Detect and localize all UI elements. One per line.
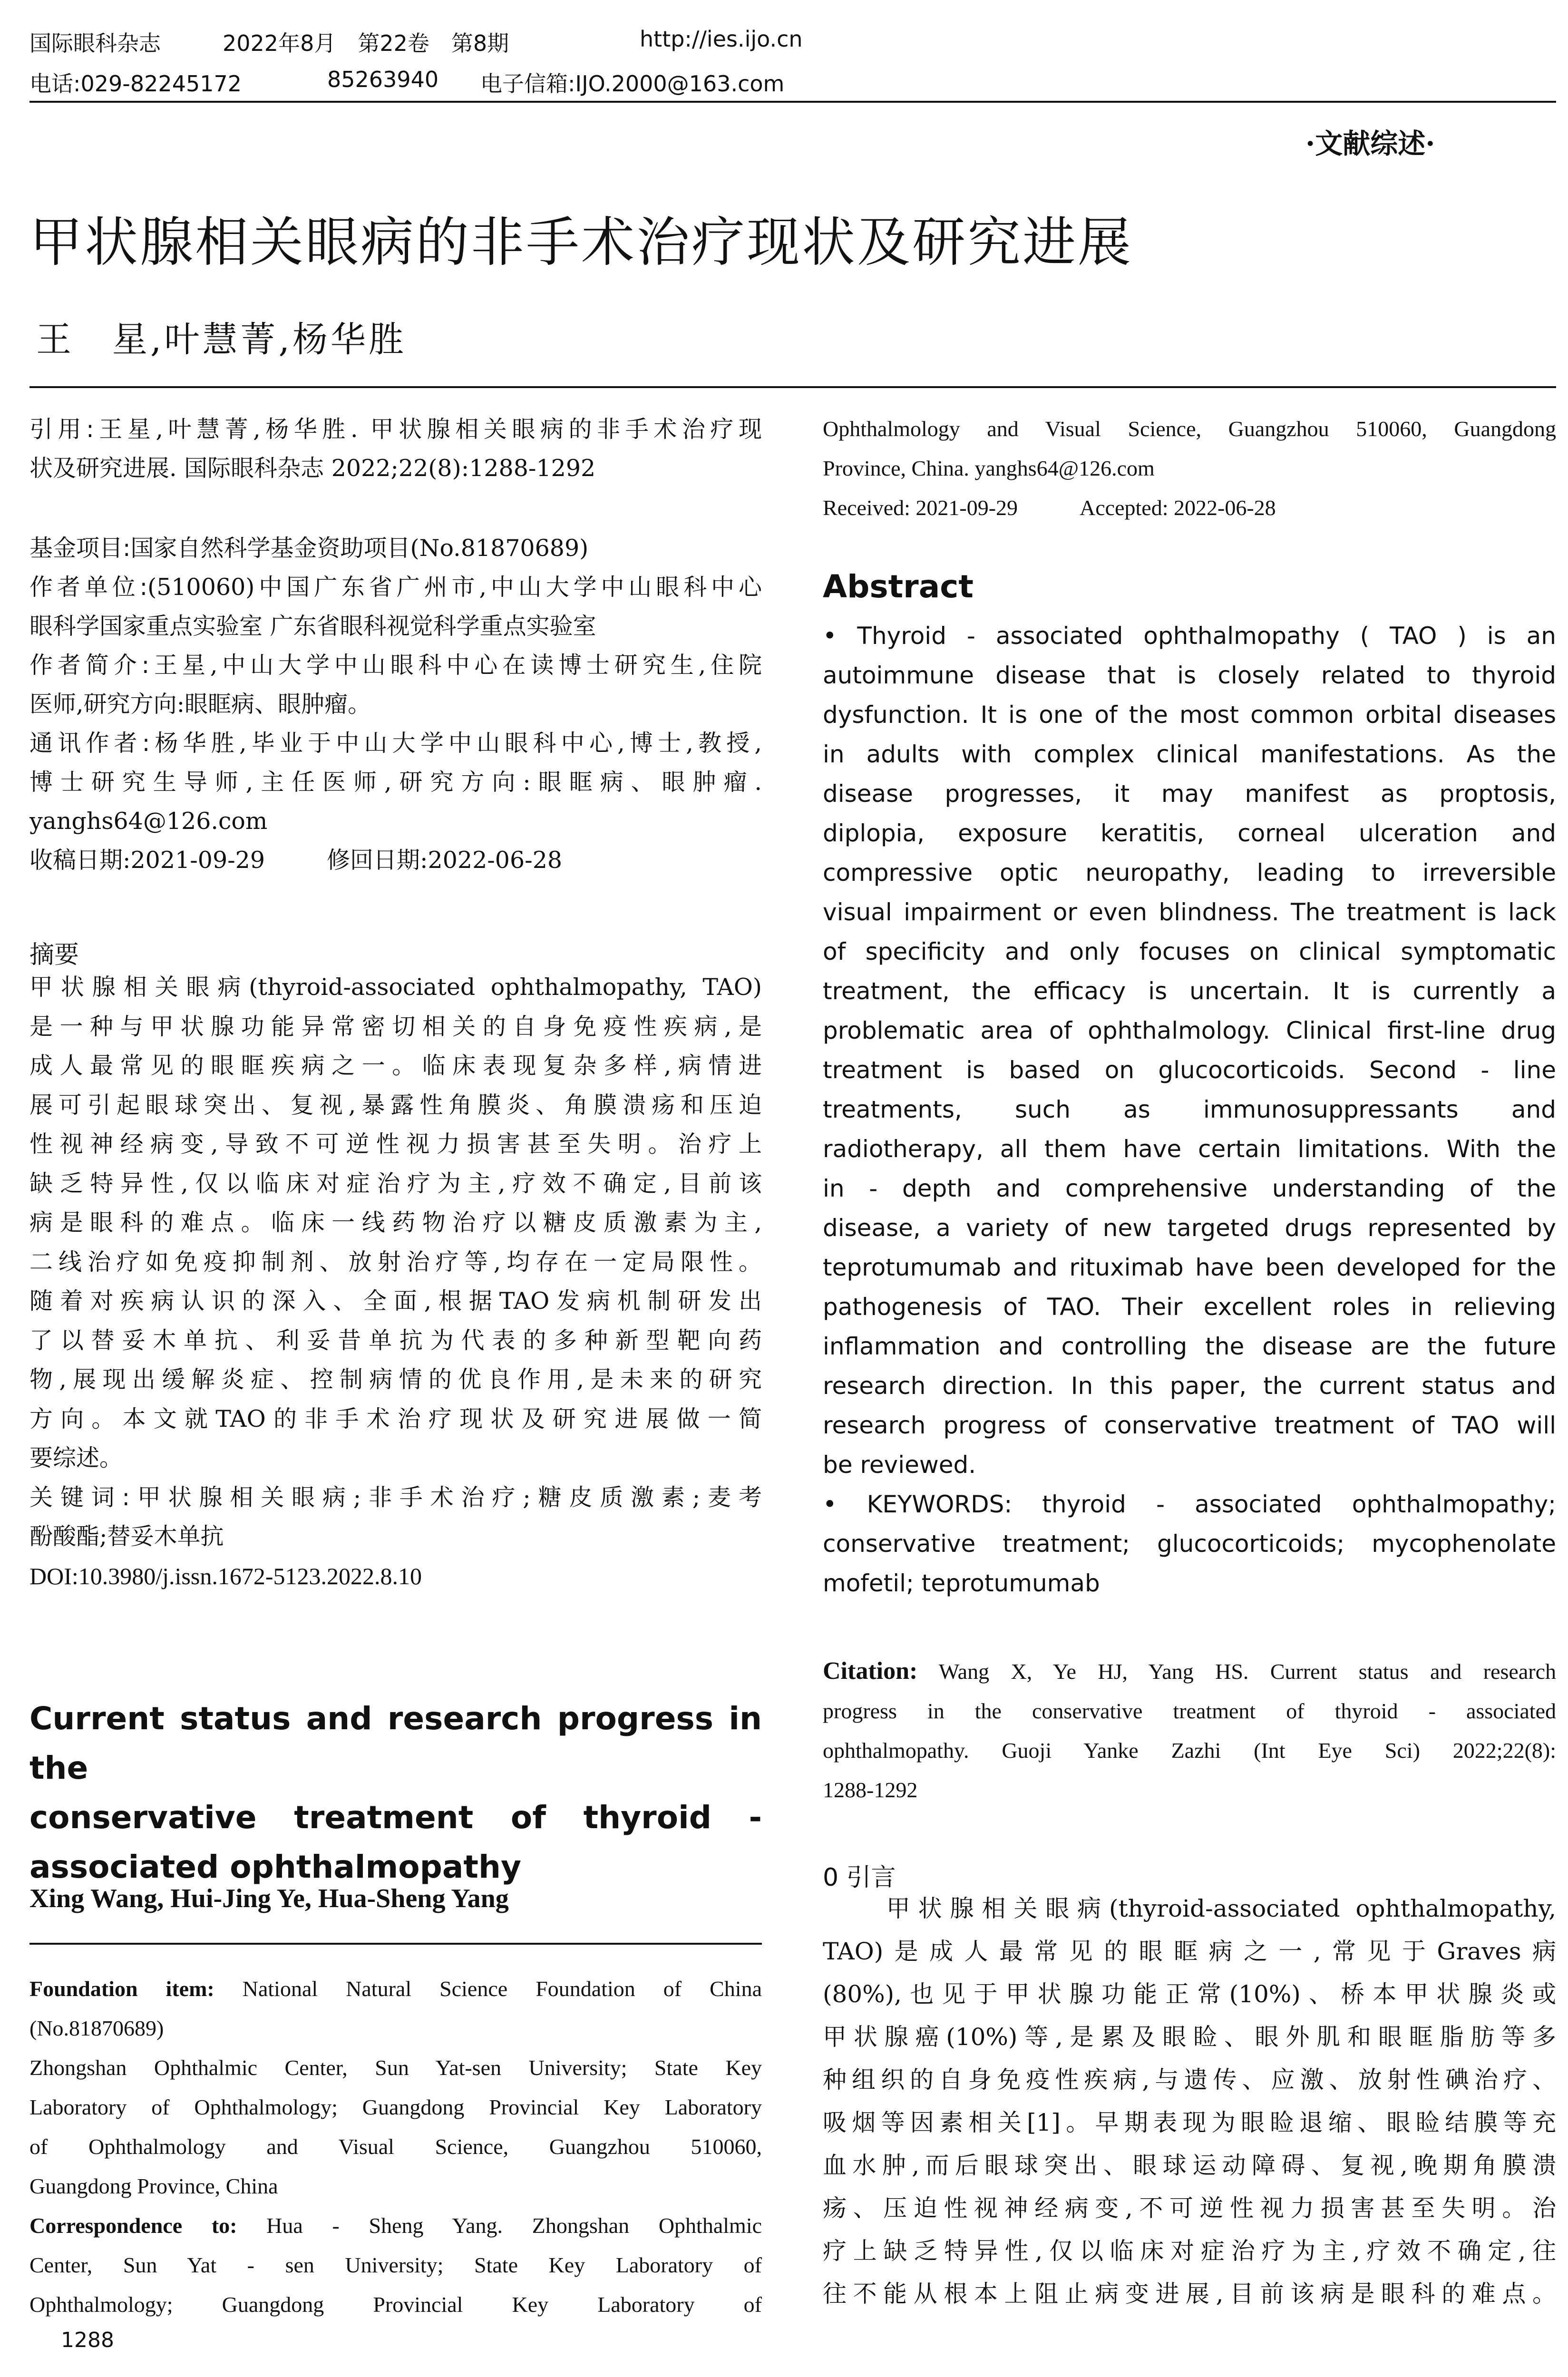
section-label: ·文献综述·: [1305, 127, 1435, 160]
intro-line: 疡、压迫性视神经病变,不可逆性视力损害甚至失明。治: [823, 2194, 1556, 2222]
abstract-cn-line: 随着对疾病认识的深入、全面,根据TAO发病机制研发出: [29, 1287, 762, 1315]
doi[interactable]: DOI:10.3980/j.issn.1672-5123.2022.8.10: [29, 1562, 422, 1589]
correspondence-line: Province, China. yanghs64@126.com: [823, 456, 1155, 480]
intro-line: 疗上缺乏特异性,仅以临床对症治疗为主,疗效不确定,往: [823, 2237, 1556, 2265]
english-front-matter: [29, 1969, 762, 2324]
abstract-en-line: diplopia, exposure keratitis, corneal ulceration and: [823, 819, 1556, 847]
keywords-en-line: conservative treatment; glucocorticoids; mycophenolate: [823, 1530, 1556, 1558]
accepted-date-en: Accepted: 2022-06-28: [1080, 496, 1276, 520]
keywords-label: 关键词:: [29, 1483, 130, 1511]
header-rule: [29, 101, 1556, 103]
abstract-en-line: of specificity and only focuses on clinical symptomatic: [823, 938, 1556, 965]
correspondence-continued: [823, 409, 1556, 527]
abstract-en-line: treatment is based on glucocorticoids. Second - line: [823, 1056, 1556, 1084]
revised-date: 修回日期:2022-06-28: [327, 847, 563, 874]
abstract-cn-line: 了以替妥木单抗、利妥昔单抗为代表的多种新型靶向药: [29, 1326, 762, 1354]
abstract-en-line: problematic area of ophthalmology. Clinical first-line drug: [823, 1017, 1556, 1044]
intro-heading: 0 引言: [823, 1863, 896, 1892]
citation-en-line: progress in the conservative treatment of thyroid - associated: [823, 1699, 1556, 1723]
abstract-en-line: treatment, the efficacy is uncertain. It is currently a: [823, 977, 1556, 1005]
received-date: 收稿日期:2021-09-29: [29, 847, 265, 874]
intro-line: 血水肿,而后眼球突出、眼球运动障碍、复视,晚期角膜溃: [823, 2152, 1556, 2179]
english-title-line: associated ophthalmopathy: [29, 1849, 521, 1885]
citation-line: 王星,叶慧菁,杨华胜. 甲状腺相关眼病的非手术治疗现: [94, 416, 762, 443]
abstract-en-line: teprotumumab and rituximab have been developed for the: [823, 1254, 1556, 1281]
abstract-cn-line: 物,展现出缓解炎症、控制病情的优良作用,是未来的研究: [29, 1366, 762, 1393]
correspondence-label: Correspondence to:: [29, 2213, 237, 2238]
intro-line: 甲状腺癌(10%)等,是累及眼睑、眼外肌和眼眶脂肪等多: [823, 2023, 1556, 2051]
citation-en-line: ophthalmopathy. Guoji Yanke Zazhi (Int Eye Sci) 2022;22(8):: [823, 1738, 1556, 1763]
keywords-en-line: mofetil; teprotumumab: [823, 1569, 1100, 1597]
received-date-en: Received: 2021-09-29: [823, 496, 1018, 520]
english-title-line: conservative treatment of thyroid -: [29, 1799, 762, 1836]
fund-text: 国家自然科学基金资助项目(No.81870689): [130, 535, 589, 562]
correspondence-line: Hua - Sheng Yang. Zhongshan Ophthalmic: [266, 2213, 762, 2238]
foundation-line: National Natural Science Foundation of China: [242, 1977, 762, 2001]
header-phone: 电话:029-82245172: [29, 71, 242, 97]
header-email: 电子信箱:IJO.2000@163.com: [480, 71, 785, 97]
citation-en-line: Wang X, Ye HJ, Yang HS. Current status and research: [938, 1659, 1556, 1684]
metadata-block: [29, 529, 762, 880]
abstract-en-line: research progress of conservative treatment of TAO will: [823, 1412, 1556, 1439]
header-issue: 2022年8月 第22卷 第8期: [223, 30, 509, 56]
bio-label: 作者简介:: [29, 652, 150, 679]
intro-line: TAO)是成人最常见的眼眶病之一,常见于Graves病: [823, 1938, 1556, 1965]
abstract-en-line: be reviewed.: [823, 1451, 976, 1479]
intro-line: 种组织的自身免疫性疾病,与遗传、应激、放射性碘治疗、: [823, 2066, 1556, 2094]
abstract-heading-en: Abstract: [823, 568, 974, 605]
abstract-cn-line: 二线治疗如免疫抑制剂、放射治疗等,均存在一定局限性。: [29, 1248, 762, 1276]
affiliation-line: Guangdong Province, China: [29, 2174, 278, 2198]
keywords-line: 酚酸酯;替妥木单抗: [29, 1523, 224, 1550]
bio-line: 王星,中山大学中山眼科中心在读博士研究生,住院: [149, 652, 762, 679]
bio-line: 医师,研究方向:眼眶病、眼肿瘤。: [29, 691, 371, 718]
intro-line: 吸烟等因素相关[1]。早期表现为眼睑退缩、眼睑结膜等充: [823, 2109, 1556, 2136]
abstract-heading-cn: 摘要: [29, 941, 79, 969]
citation-en-block: [823, 1651, 1556, 1810]
citation-label: 引用:: [29, 416, 94, 443]
abstract-cn-line: 方向。本文就TAO的非手术治疗现状及研究进展做一简: [29, 1405, 762, 1432]
abstract-en-line: disease, a variety of new targeted drugs represented by: [823, 1214, 1556, 1242]
intro-line: 往不能从根本上阻止病变进展,目前该病是眼科的难点。: [823, 2280, 1556, 2308]
intro-line: (80%),也见于甲状腺功能正常(10%)、桥本甲状腺炎或: [823, 1980, 1556, 2008]
abstract-en-line: radiotherapy, all them have certain limitations. With the: [823, 1135, 1556, 1163]
english-title: [29, 1694, 762, 1892]
header-journal: 国际眼科杂志: [29, 30, 161, 56]
english-authors-rule: [29, 1943, 762, 1945]
abstract-cn-line: 病是眼科的难点。临床一线药物治疗以糖皮质激素为主,: [29, 1209, 762, 1236]
abstract-en-line: compressive optic neuropathy, leading to irreversible: [823, 859, 1556, 887]
abstract-cn-line: 展可引起眼球突出、复视,暴露性角膜炎、角膜溃疡和压迫: [29, 1091, 762, 1119]
keywords-en-line: • KEYWORDS: thyroid - associated ophthalmopathy;: [823, 1490, 1556, 1518]
abstract-en-line: in adults with complex clinical manifestations. As the: [823, 740, 1556, 768]
corr-line: 杨华胜,毕业于中山大学中山眼科中心,博士,教授,: [150, 730, 762, 757]
abstract-cn-line: 要综述。: [29, 1444, 123, 1471]
abstract-en-line: disease progresses, it may manifest as proptosis,: [823, 780, 1556, 808]
foundation-label: Foundation item:: [29, 1977, 214, 2001]
citation-block: [29, 410, 762, 488]
corr-line: 博士研究生导师,主任医师,研究方向:眼眶病、眼肿瘤.: [29, 769, 762, 796]
intro-paragraph: [823, 1887, 1556, 2315]
corr-label: 通讯作者:: [29, 730, 150, 757]
keywords-line: 甲状腺相关眼病;非手术治疗;糖皮质激素;麦考: [130, 1483, 762, 1511]
abstract-cn-line: 缺乏特异性,仅以临床对症治疗为主,疗效不确定,目前该: [29, 1169, 762, 1197]
foundation-line: (No.81870689): [29, 2016, 164, 2040]
abstract-en-line: dysfunction. It is one of the most common orbital diseases: [823, 701, 1556, 729]
article-title: 甲状腺相关眼病的非手术治疗现状及研究进展: [29, 212, 1133, 273]
abstract-en-line: treatments, such as immunosuppressants and: [823, 1096, 1556, 1123]
affiliation-line: Zhongshan Ophthalmic Center, Sun Yat-sen University; State Key: [29, 2056, 762, 2080]
english-authors: Xing Wang, Hui-Jing Ye, Hua-Sheng Yang: [29, 1884, 509, 1913]
correspondence-line: Ophthalmology; Guangdong Provincial Key Laboratory of: [29, 2292, 762, 2317]
abstract-en-line: research direction. In this paper, the current status and: [823, 1372, 1556, 1400]
abstract-en-line: in - depth and comprehensive understanding of the: [823, 1175, 1556, 1202]
abstract-en-line: inflammation and controlling the disease are the future: [823, 1333, 1556, 1360]
unit-line: (510060)中国广东省广州市,中山大学中山眼科中心: [147, 574, 762, 601]
page-number: 1288: [61, 2328, 114, 2352]
abstract-cn-line: 甲状腺相关眼病(thyroid-associated ophthalmopathy, TAO): [29, 974, 762, 1001]
correspondence-line: Center, Sun Yat - sen University; State Key Laboratory of: [29, 2253, 762, 2277]
unit-line: 眼科学国家重点实验室 广东省眼科视觉科学重点实验室: [29, 613, 596, 640]
correspondence-line: Ophthalmology and Visual Science, Guangzhou 510060, Guangdong: [823, 417, 1556, 441]
author-list: 王 星,叶慧菁,杨华胜: [36, 319, 407, 360]
intro-line: 甲状腺相关眼病(thyroid-associated ophthalmopathy,: [823, 1895, 1556, 1922]
corr-email[interactable]: yanghs64@126.com: [29, 808, 268, 835]
unit-label: 作者单位:: [29, 574, 148, 601]
abstract-cn-line: 是一种与甲状腺功能异常密切相关的自身免疫性疾病,是: [29, 1013, 762, 1040]
citation-en-label: Citation:: [823, 1657, 918, 1685]
abstract-cn-line: 性视神经病变,导致不可逆性视力损害甚至失明。治疗上: [29, 1130, 762, 1158]
title-rule: [29, 386, 1556, 388]
abstract-en-line: autoimmune disease that is closely related to thyroid: [823, 662, 1556, 689]
header-url[interactable]: http://ies.ijo.cn: [640, 26, 803, 52]
affiliation-line: of Ophthalmology and Visual Science, Guangzhou 510060,: [29, 2134, 762, 2159]
english-title-line: Current status and research progress in the: [29, 1700, 762, 1786]
citation-line: 状及研究进展. 国际眼科杂志 2022;22(8):1288-1292: [29, 455, 596, 482]
abstract-en-line: visual impairment or even blindness. The treatment is lack: [823, 898, 1556, 926]
abstract-en: [823, 616, 1556, 1603]
abstract-en-line: • Thyroid - associated ophthalmopathy ( TAO ) is an: [823, 622, 1556, 650]
abstract-cn: [29, 968, 762, 1596]
affiliation-line: Laboratory of Ophthalmology; Guangdong Provincial Key Laboratory: [29, 2095, 762, 2119]
fund-label: 基金项目:: [29, 535, 131, 562]
citation-en-line: 1288-1292: [823, 1778, 918, 1802]
header-phone-2: 85263940: [327, 67, 439, 92]
abstract-en-line: pathogenesis of TAO. Their excellent roles in relieving: [823, 1293, 1556, 1321]
abstract-cn-line: 成人最常见的眼眶疾病之一。临床表现复杂多样,病情进: [29, 1052, 762, 1079]
